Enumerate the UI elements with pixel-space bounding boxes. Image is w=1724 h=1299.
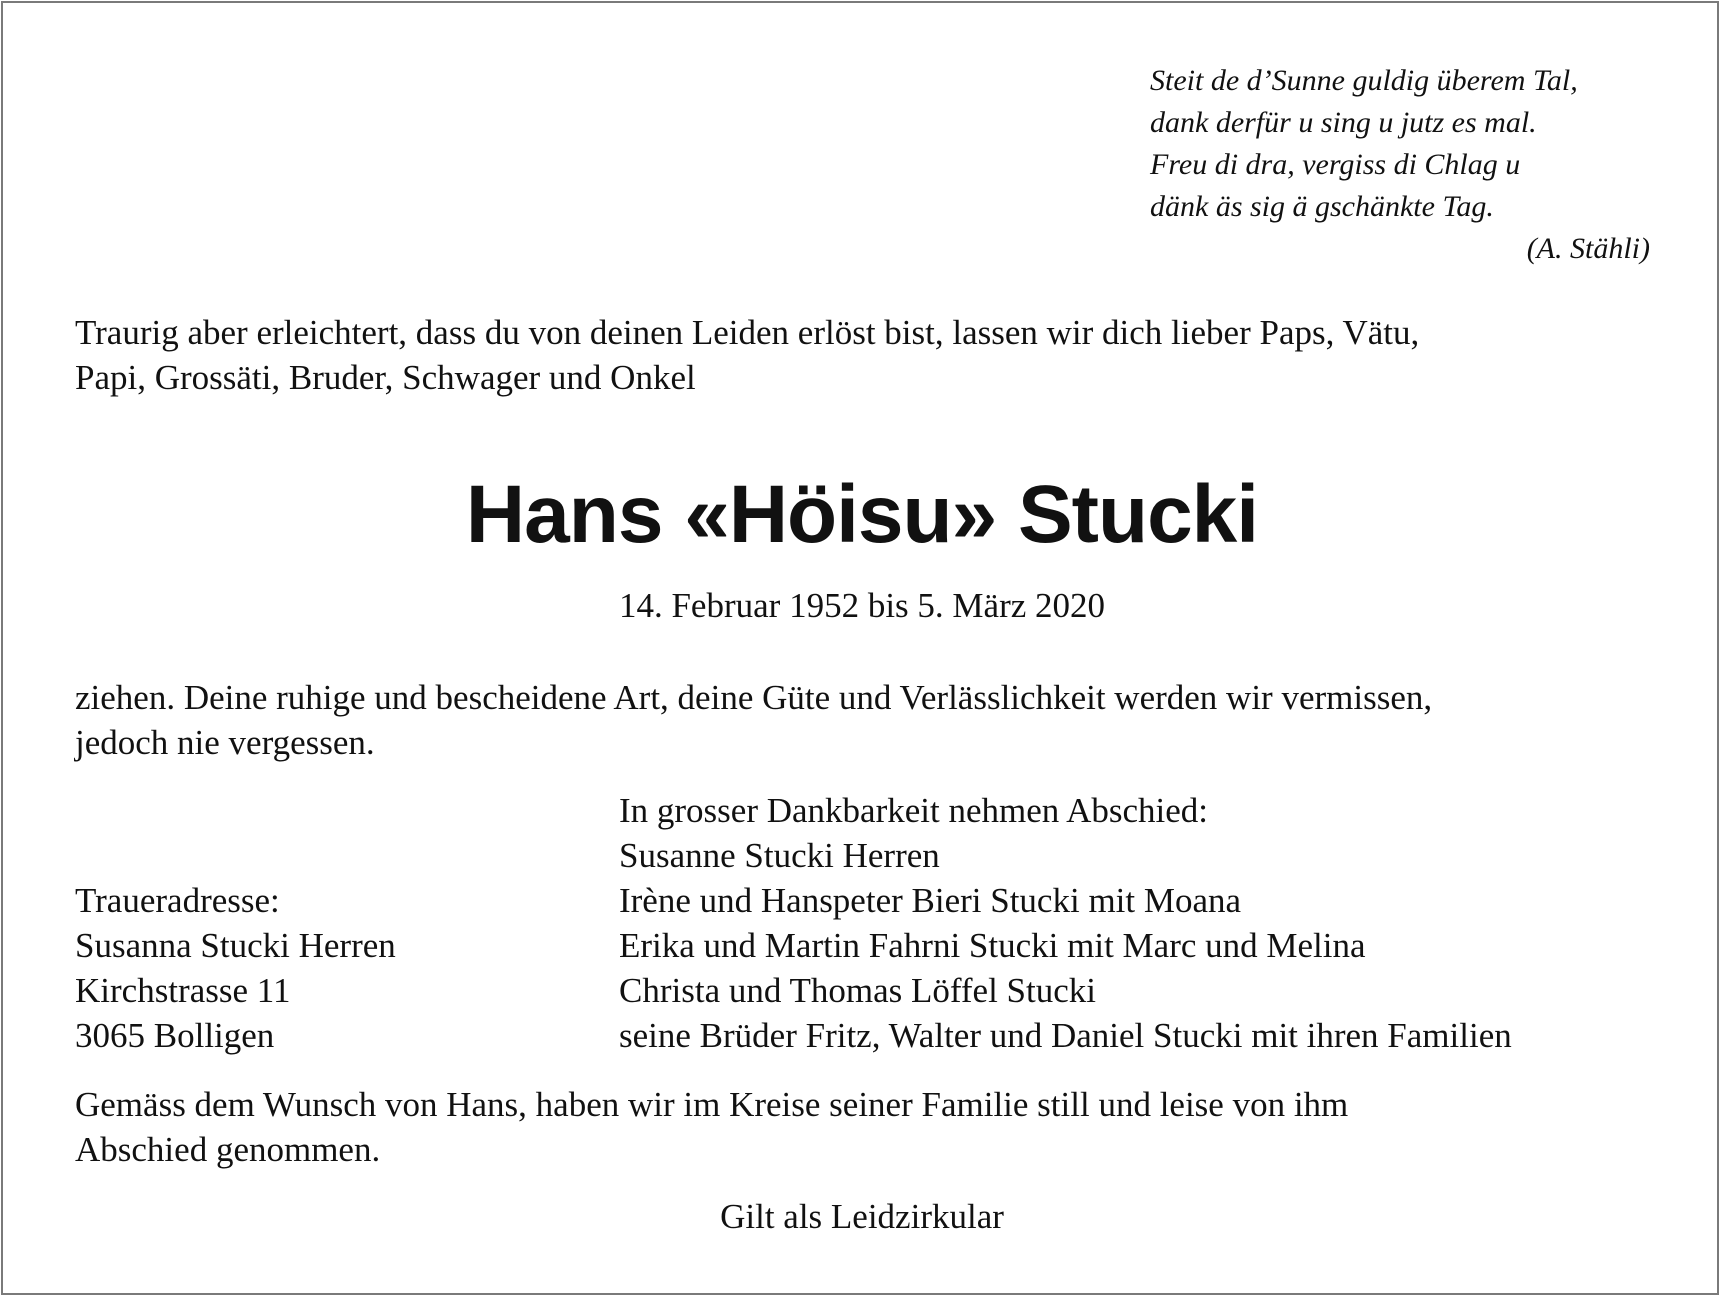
mourning-address: [75, 878, 396, 1058]
address-city: 3065 Bolligen: [75, 1016, 275, 1055]
poem-line: Steit de d’Sunne guldig überem Tal,: [1150, 64, 1578, 97]
middle-paragraph: [75, 675, 1655, 765]
poem-line: dänk äs sig ä gschänkte Tag.: [1150, 190, 1494, 223]
address-name: Susanna Stucki Herren: [75, 926, 396, 965]
intro-line: Papi, Grossäti, Bruder, Schwager und Onkel: [75, 358, 696, 397]
life-dates: 14. Februar 1952 bis 5. März 2020: [618, 586, 1106, 625]
closing-paragraph: [75, 1082, 1655, 1172]
address-label: Traueradresse:: [75, 881, 280, 920]
mourners-list: [619, 788, 1512, 1058]
mourners-heading: In grosser Dankbarkeit nehmen Abschied:: [619, 791, 1209, 830]
mourner-entry: Erika und Martin Fahrni Stucki mit Marc und Melina: [619, 926, 1366, 965]
closing-line: Gemäss dem Wunsch von Hans, haben wir im Kreise seiner Familie still und leise von ihm: [75, 1085, 1349, 1124]
mourner-entry: Susanne Stucki Herren: [619, 836, 940, 875]
middle-line: jedoch nie vergessen.: [75, 723, 375, 762]
address-street: Kirchstrasse 11: [75, 971, 291, 1010]
deceased-name: Hans «Höisu» Stucki: [465, 469, 1259, 560]
poem-author: (A. Stähli): [1526, 232, 1650, 265]
footer-note: Gilt als Leidzirkular: [720, 1197, 1004, 1236]
closing-line: Abschied genommen.: [75, 1130, 381, 1169]
mourner-entry: Irène und Hanspeter Bieri Stucki mit Moana: [619, 881, 1242, 920]
mourner-entry: Christa und Thomas Löffel Stucki: [619, 971, 1096, 1010]
poem-line: Freu di dra, vergiss di Chlag u: [1150, 148, 1521, 181]
intro-line: Traurig aber erleichtert, dass du von deinen Leiden erlöst bist, lassen wir dich lieber Paps, Vätu,: [75, 313, 1420, 352]
mourner-entry: seine Brüder Fritz, Walter und Daniel Stucki mit ihren Familien: [619, 1016, 1512, 1055]
middle-line: ziehen. Deine ruhige und bescheidene Art, deine Güte und Verlässlichkeit werden wir vermissen,: [75, 678, 1433, 717]
poem-block: [1150, 60, 1650, 270]
poem-line: dank derfür u sing u jutz es mal.: [1150, 106, 1537, 139]
intro-paragraph: [75, 310, 1655, 400]
